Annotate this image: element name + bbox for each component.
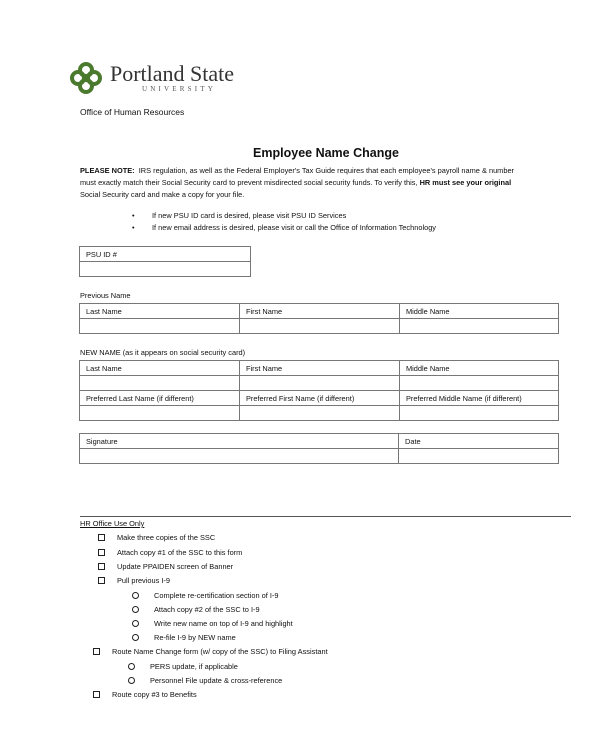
prev-first-name-header: First Name	[240, 304, 400, 319]
hr-checklist-item[interactable]: Route copy #3 to Benefits	[93, 690, 197, 699]
checkbox-icon[interactable]	[93, 648, 100, 655]
checkbox-icon[interactable]	[98, 549, 105, 556]
prev-first-name-input[interactable]	[240, 319, 400, 334]
prev-middle-name-header: Middle Name	[400, 304, 559, 319]
new-middle-name-input[interactable]	[400, 376, 559, 391]
hr-subitem[interactable]: Attach copy #2 of the SSC to I-9	[132, 605, 260, 614]
prev-last-name-input[interactable]	[80, 319, 240, 334]
preferred-first-name-header: Preferred First Name (if different)	[240, 391, 400, 406]
signature-table	[79, 433, 559, 464]
new-first-name-header: First Name	[240, 361, 400, 376]
signature-label: Signature	[80, 434, 399, 449]
note-line-3: Social Security card and make a copy for your file.	[80, 190, 245, 199]
hr-subitem[interactable]: PERS update, if applicable	[128, 662, 238, 671]
circle-checkbox-icon[interactable]	[132, 620, 139, 627]
hr-divider	[80, 516, 571, 517]
checkbox-icon[interactable]	[98, 577, 105, 584]
checkbox-icon[interactable]	[98, 534, 105, 541]
circle-checkbox-icon[interactable]	[128, 663, 135, 670]
circle-checkbox-icon[interactable]	[132, 606, 139, 613]
previous-name-label: Previous Name	[80, 291, 131, 300]
university-name: Portland State	[110, 60, 235, 86]
psu-id-input[interactable]	[80, 262, 251, 277]
info-bullets	[132, 210, 436, 234]
new-middle-name-header: Middle Name	[400, 361, 559, 376]
list-item: • If new email address is desired, please visit or call the Office of Information Technology	[132, 223, 436, 232]
hr-checklist-item[interactable]: Pull previous I-9	[98, 576, 170, 585]
university-logo	[68, 60, 234, 96]
please-note	[80, 165, 575, 201]
preferred-middle-name-input[interactable]	[400, 406, 559, 421]
checkbox-icon[interactable]	[98, 563, 105, 570]
date-input[interactable]	[399, 449, 559, 464]
prev-middle-name-input[interactable]	[400, 319, 559, 334]
page-title: Employee Name Change	[253, 146, 399, 160]
hr-office-title: HR Office Use Only	[80, 519, 145, 528]
signature-input[interactable]	[80, 449, 399, 464]
previous-name-table	[79, 303, 559, 334]
new-name-label: NEW NAME (as it appears on social security card)	[80, 348, 246, 357]
circle-checkbox-icon[interactable]	[132, 634, 139, 641]
psu-emblem-icon	[68, 60, 104, 96]
date-label: Date	[399, 434, 559, 449]
note-line-2: must exactly match their Social Security card to prevent misdirected social security funds. To verify this,	[80, 178, 418, 187]
new-first-name-input[interactable]	[240, 376, 400, 391]
bullet-icon: •	[132, 211, 135, 220]
preferred-last-name-header: Preferred Last Name (if different)	[80, 391, 240, 406]
new-last-name-header: Last Name	[80, 361, 240, 376]
new-name-table	[79, 360, 559, 421]
bullet-icon: •	[132, 223, 135, 232]
note-line-1: IRS regulation, as well as the Federal Employer's Tax Guide requires that each employee's payroll name & number	[138, 166, 515, 175]
university-subtitle: UNIVERSITY	[142, 84, 216, 93]
hr-checklist-item[interactable]: Make three copies of the SSC	[98, 533, 215, 542]
circle-checkbox-icon[interactable]	[132, 592, 139, 599]
note-line-2-bold: HR must see your original	[419, 178, 512, 187]
circle-checkbox-icon[interactable]	[128, 677, 135, 684]
new-last-name-input[interactable]	[80, 376, 240, 391]
preferred-middle-name-header: Preferred Middle Name (if different)	[400, 391, 559, 406]
hr-subitem[interactable]: Write new name on top of I-9 and highlight	[132, 619, 293, 628]
note-label: PLEASE NOTE:	[80, 166, 135, 175]
hr-checklist-item[interactable]: Route Name Change form (w/ copy of the SSC) to Filing Assistant	[93, 647, 328, 656]
psu-id-label: PSU ID #	[80, 247, 251, 262]
list-item: • If new PSU ID card is desired, please visit PSU ID Services	[132, 211, 347, 220]
preferred-last-name-input[interactable]	[80, 406, 240, 421]
checkbox-icon[interactable]	[93, 691, 100, 698]
preferred-first-name-input[interactable]	[240, 406, 400, 421]
hr-subitem[interactable]: Re-file I-9 by NEW name	[132, 633, 236, 642]
hr-subitem[interactable]: Personnel File update & cross-reference	[128, 676, 282, 685]
hr-checklist-item[interactable]: Attach copy #1 of the SSC to this form	[98, 548, 242, 557]
prev-last-name-header: Last Name	[80, 304, 240, 319]
hr-checklist-item[interactable]: Update PPAIDEN screen of Banner	[98, 562, 233, 571]
office-name: Office of Human Resources	[80, 107, 185, 117]
psu-id-table	[79, 246, 251, 277]
hr-subitem[interactable]: Complete re-certification section of I-9	[132, 591, 278, 600]
